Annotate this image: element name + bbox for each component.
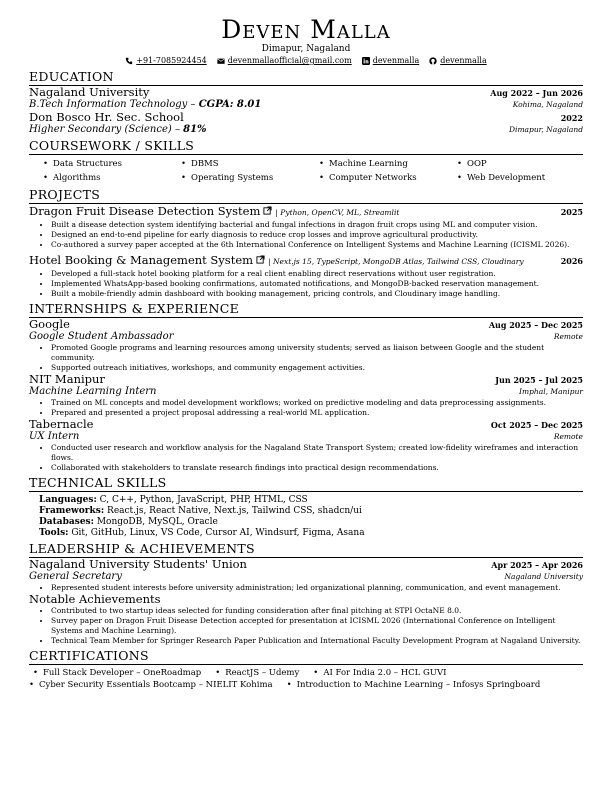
education-date: Aug 2022 – Jun 2026 — [490, 88, 583, 98]
achievements-title: Notable Achievements — [29, 592, 161, 606]
experience-role: UX Intern — [29, 431, 80, 442]
list-item: • Supported outreach initiatives, workshops, and community engagement activities. — [51, 363, 583, 373]
education-entry — [29, 86, 583, 111]
technical-skills-list — [29, 495, 583, 539]
degree: B.Tech Information Technology – — [29, 99, 199, 110]
experience-org: Google — [29, 317, 70, 331]
list-item: • Prepared and presented a project proposal addressing a real-world ML application. — [51, 408, 583, 418]
skill-row — [29, 495, 583, 506]
list-item: • Collaborated with stakeholders to translate research findings into practical design recommendations. — [51, 463, 583, 473]
envelope-icon — [217, 57, 225, 65]
skill-value: C, C++, Python, JavaScript, PHP, HTML, CSS — [99, 495, 308, 505]
education-date: 2022 — [560, 113, 583, 123]
external-link-icon[interactable] — [256, 255, 265, 264]
leadership-location: Nagaland University — [504, 572, 583, 581]
degree-score: 81% — [183, 124, 207, 135]
experience-heading: INTERNSHIPS & EXPERIENCE — [29, 302, 583, 318]
projects-heading: PROJECTS — [29, 188, 583, 204]
experience-org: Tabernacle — [29, 417, 94, 431]
education-entry — [29, 111, 583, 136]
list-item: • Survey paper on Dragon Fruit Disease Detection accepted for presentation at ICISML 2026 (International Conference on Intelligent Systems and Machine Learning). — [51, 616, 583, 636]
experience-date: Oct 2025 – Dec 2025 — [490, 420, 583, 430]
certification-item: • ReactJS – Udemy — [215, 668, 299, 678]
skill-row — [29, 528, 583, 539]
github-icon — [429, 57, 437, 65]
header-location: Dimapur, Nagaland — [261, 44, 351, 54]
project-tech: | Python, OpenCV, ML, Streamlit — [275, 208, 400, 217]
coursework-item: • Web Development — [467, 171, 587, 185]
skill-value: MongoDB, MySQL, Oracle — [96, 517, 218, 527]
school-name: Don Bosco Hr. Sec. School — [29, 110, 184, 124]
coursework-grid — [29, 157, 583, 185]
experience-location: Remote — [553, 332, 583, 341]
experience-role: Google Student Ambassador — [29, 331, 174, 342]
phone-text: +91-7085924454 — [136, 56, 207, 65]
phone-link[interactable] — [125, 55, 206, 67]
experience-location: Imphal, Manipur — [519, 387, 583, 396]
certifications-row — [29, 667, 583, 679]
certifications-heading: CERTIFICATIONS — [29, 649, 583, 665]
certification-item: • Introduction to Machine Learning – Infosys Springboard — [287, 680, 541, 690]
experience-role: Machine Learning Intern — [29, 386, 157, 397]
list-item: • Designed an end-to-end pipeline for early diagnosis to reduce crop losses and improve agricultural productivity. — [51, 230, 583, 240]
coursework-item: • Operating Systems — [191, 171, 329, 185]
list-item: • Promoted Google programs and learning resources among university students; served as liaison between Google and the student community. — [51, 343, 583, 363]
project-tech: | Next.js 15, TypeScript, MongoDB Atlas, Tailwind CSS, Cloudinary — [268, 257, 524, 266]
project-entry — [29, 204, 583, 250]
education-location: Dimapur, Nagaland — [509, 125, 583, 134]
coursework-item: • Data Structures — [53, 157, 191, 171]
github-link[interactable] — [429, 55, 487, 67]
coursework-item: • Computer Networks — [329, 171, 467, 185]
school-name: Nagaland University — [29, 85, 150, 99]
project-name[interactable]: Hotel Booking & Management System — [29, 253, 254, 267]
linkedin-link[interactable] — [362, 55, 420, 67]
coursework-item: • Algorithms — [53, 171, 191, 185]
coursework-item: • DBMS — [191, 157, 329, 171]
certification-item: • AI For India 2.0 – HCL GUVI — [313, 668, 446, 678]
certifications-row — [29, 679, 583, 691]
skill-value: React.js, React Native, Next.js, Tailwind CSS, shadcn/ui — [107, 506, 362, 516]
experience-date: Aug 2025 – Dec 2025 — [488, 320, 583, 330]
coursework-heading: COURSEWORK / SKILLS — [29, 139, 583, 155]
leadership-entry — [29, 558, 583, 593]
coursework-item: • OOP — [467, 157, 587, 171]
list-item: • Technical Team Member for Springer Research Paper Publication and International Faculty Development Program at Nagaland University. — [51, 636, 583, 646]
email-link[interactable] — [217, 55, 352, 67]
skill-label: Tools: — [39, 528, 69, 538]
experience-entry — [29, 418, 583, 473]
list-item: • Developed a full-stack hotel booking platform for a real client enabling direct reservations without user registration. — [51, 269, 583, 279]
leadership-heading: LEADERSHIP & ACHIEVEMENTS — [29, 542, 583, 558]
skill-row — [29, 517, 583, 528]
linkedin-icon — [362, 57, 370, 65]
achievements-entry — [29, 593, 583, 646]
degree: Higher Secondary (Science) – — [29, 124, 184, 135]
experience-entry — [29, 373, 583, 418]
email-text: devenmallaofficial@gmail.com — [227, 56, 352, 65]
leadership-org: Nagaland University Students' Union — [29, 557, 247, 571]
list-item: • Implemented WhatsApp-based booking confirmations, automated notifications, and MongoDB-backed reservation management. — [51, 279, 583, 289]
skill-row — [29, 506, 583, 517]
skill-label: Frameworks: — [39, 506, 105, 516]
leadership-date: Apr 2025 – Apr 2026 — [491, 560, 583, 570]
skill-label: Languages: — [39, 495, 97, 505]
list-item: • Built a mobile-friendly admin dashboard with booking management, pricing controls, and Cloudinary image handling. — [51, 289, 583, 299]
degree-score: CGPA: 8.01 — [198, 99, 262, 110]
linkedin-text: devenmalla — [372, 56, 420, 65]
github-text: devenmalla — [440, 56, 487, 65]
list-item: • Conducted user research and workflow analysis for the Nagaland State Transport System; created low-fidelity wireframes and interaction flows. — [51, 443, 583, 463]
certification-item: • Full Stack Developer – OneRoadmap — [33, 668, 201, 678]
list-item: • Represented student interests before university administration; led organizational planning, communication, and event management. — [51, 583, 583, 593]
external-link-icon[interactable] — [263, 206, 272, 215]
leadership-role: General Secretary — [29, 571, 122, 582]
list-item: • Co-authored a survey paper accepted at the 6th International Conference on Intelligent Systems and Machine Learning (ICISML 2026). — [51, 240, 583, 250]
experience-location: Remote — [553, 432, 583, 441]
experience-org: NIT Manipur — [29, 372, 105, 386]
resume-name: Deven Malla — [221, 15, 391, 44]
certification-item: • Cyber Security Essentials Bootcamp – NIELIT Kohima — [29, 680, 273, 690]
phone-icon — [125, 57, 133, 65]
list-item: • Trained on ML concepts and model development workflows; worked on predictive modeling and data preprocessing assignments. — [51, 398, 583, 408]
education-location: Kohima, Nagaland — [512, 100, 583, 109]
experience-entry — [29, 318, 583, 373]
skill-value: Git, GitHub, Linux, VS Code, Cursor AI, Windsurf, Figma, Asana — [71, 528, 365, 538]
education-heading: EDUCATION — [29, 70, 583, 86]
experience-date: Jun 2025 – Jul 2025 — [495, 375, 583, 385]
list-item: • Contributed to two startup ideas selected for funding consideration after final pitching at STPI OctaNE 8.0. — [51, 606, 583, 616]
skill-label: Databases: — [39, 517, 94, 527]
project-name[interactable]: Dragon Fruit Disease Detection System — [29, 204, 261, 218]
coursework-item: • Machine Learning — [329, 157, 467, 171]
technical-skills-heading: TECHNICAL SKILLS — [29, 476, 583, 492]
contact-row — [29, 55, 583, 67]
project-date: 2026 — [560, 256, 583, 266]
list-item: • Built a disease detection system identifying bacterial and fungal infections in dragon fruit crops using ML and computer vision. — [51, 220, 583, 230]
project-entry — [29, 253, 583, 299]
project-date: 2025 — [560, 207, 583, 217]
